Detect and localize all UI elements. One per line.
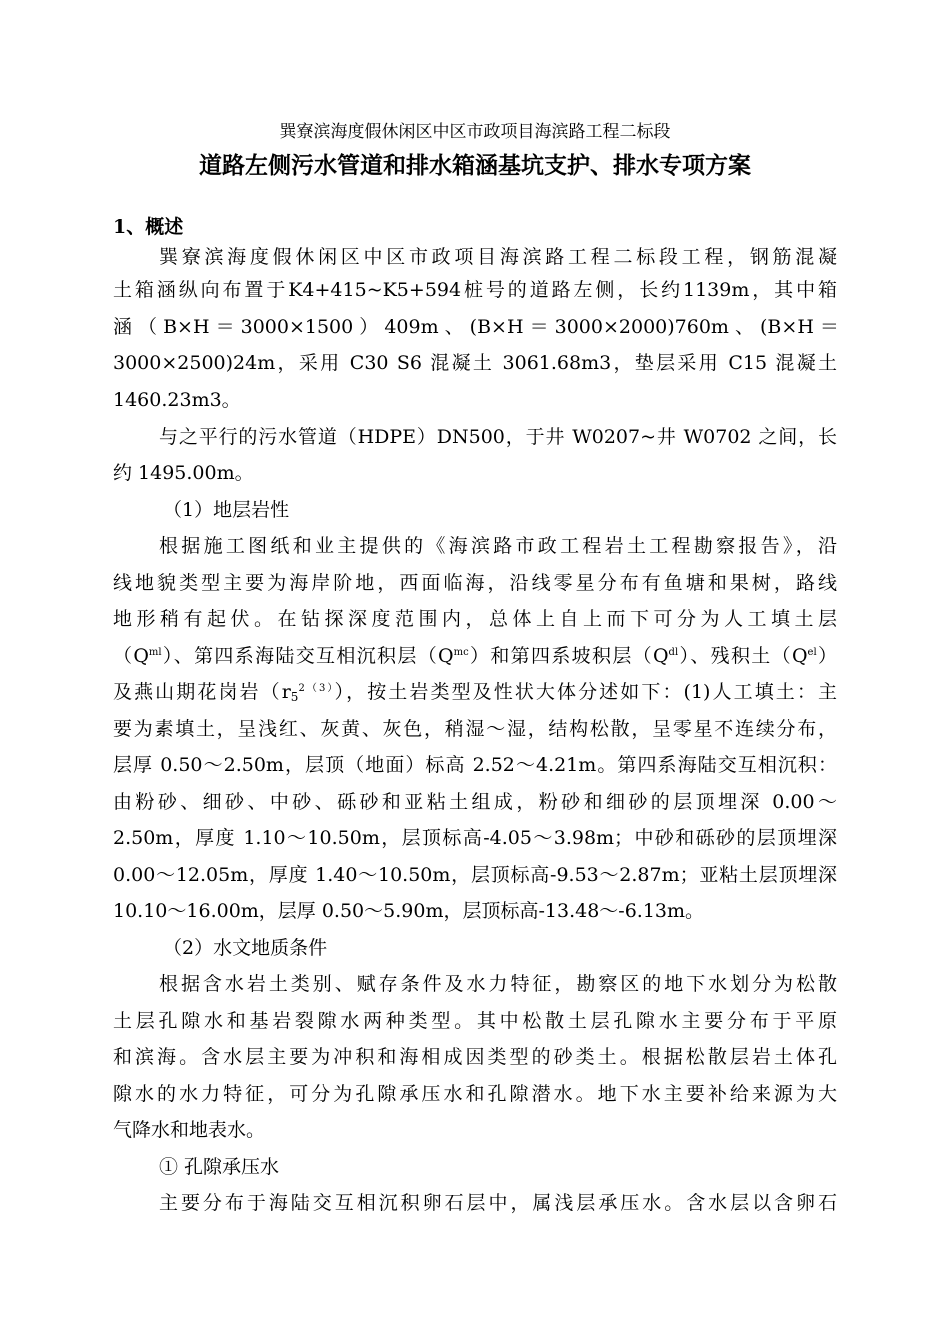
superscript: el (807, 647, 817, 658)
document-title: 道路左侧污水管道和排水箱涵基坑支护、排水专项方案 (199, 152, 751, 179)
paragraph-line: 根据含水岩土类别、赋存条件及水力特征，勘察区的地下水划分为松散 (159, 973, 837, 995)
text-run: ） (816, 645, 837, 667)
subsection-heading-confined-water: ① 孔隙承压水 (159, 1156, 280, 1178)
paragraph-line: 根据施工图纸和业主提供的《海滨路市政工程岩土工程勘察报告》，沿 (159, 535, 837, 557)
text-run: ）和第四系坡积层（Q (468, 645, 669, 667)
paragraph-line: 土层孔隙水和基岩裂隙水两种类型。其中松散土层孔隙水主要分布于平原 (113, 1010, 837, 1032)
paragraph-line-stratum-codes (113, 643, 837, 669)
paragraph-line: 涵 （ B×H ＝ 3000×1500 ） 409m 、 (B×H ＝ 3000×2000)760m 、 (B×H ＝ (113, 316, 839, 338)
paragraph-line-granite (113, 679, 837, 705)
superscript: dl (668, 647, 679, 658)
superscript: 2（3） (298, 683, 335, 694)
paragraph-line: 约 1495.00m。 (113, 462, 254, 484)
paragraph-line: 地形稍有起伏。在钻探深度范围内，总体上自上而下可分为人工填土层 (113, 608, 837, 630)
paragraph-line: 土箱涵纵向布置于K4+415~K5+594桩号的道路左侧，长约1139m，其中箱 (113, 279, 837, 301)
paragraph-line: 与之平行的污水管道（HDPE）DN500，于井 W0207~井 W0702 之间，长 (159, 426, 837, 448)
paragraph-line: 和滨海。含水层主要为冲积和海相成因类型的砂类土。根据松散层岩土体孔 (113, 1046, 837, 1068)
subsection-heading-stratum: （1）地层岩性 (163, 499, 290, 521)
paragraph-line: 0.00～12.05m，厚度 1.40～10.50m，层顶标高-9.53～2.87m；亚粘土层顶埋深 (113, 864, 837, 886)
subscript: 5 (290, 690, 299, 704)
text-run: ）、残积土（Q (678, 645, 808, 667)
paragraph-line: 由粉砂、细砂、中砂、砾砂和亚粘土组成，粉砂和细砂的层顶埋深 0.00～ (113, 791, 837, 813)
paragraph-line: 隙水的水力特征，可分为孔隙承压水和孔隙潜水。地下水主要补给来源为大 (113, 1083, 837, 1105)
paragraph-line: 要为素填土，呈浅红、灰黄、灰色，稍湿～湿，结构松散，呈零星不连续分布， (113, 718, 837, 740)
paragraph-line: 线地貌类型主要为海岸阶地，西面临海，沿线零星分布有鱼塘和果树，路线 (113, 572, 837, 594)
text-run: ）、第四系海陆交互相沉积层（Q (161, 645, 454, 667)
text-run: ），按土岩类型及性状大体分述如下：(1)人工填土：主 (334, 681, 837, 703)
subsection-heading-hydrogeology: （2）水文地质条件 (163, 937, 328, 959)
paragraph-line: 层厚 0.50～2.50m，层顶（地面）标高 2.52～4.21m。第四系海陆交互相沉积： (113, 754, 837, 776)
paragraph-line: 2.50m，厚度 1.10～10.50m，层顶标高-4.05～3.98m；中砂和砾砂的层顶埋深 (113, 827, 837, 849)
paragraph-line: 10.10～16.00m，层厚 0.50～5.90m，层顶标高-13.48～-6.13m。 (113, 900, 705, 922)
paragraph-line: 气降水和地表水。 (113, 1119, 266, 1141)
text-run: 及燕山期花岗岩（r (113, 681, 291, 703)
text-run: （Q (113, 645, 149, 667)
paragraph-line: 1460.23m3。 (113, 389, 241, 411)
paragraph-line: 巽寮滨海度假休闲区中区市政项目海滨路工程二标段工程，钢筋混凝 (159, 246, 837, 268)
paragraph-line: 主要分布于海陆交互相沉积卵石层中，属浅层承压水。含水层以含卵石 (159, 1192, 837, 1214)
paragraph-line: 3000×2500)24m，采用 C30 S6 混凝土 3061.68m3，垫层采用 C15 混凝土 (113, 352, 837, 374)
superscript: ml (148, 647, 162, 658)
document-subtitle: 巽寮滨海度假休闲区中区市政项目海滨路工程二标段 (279, 122, 671, 142)
superscript: mc (453, 647, 469, 658)
section-heading-overview: 1、概述 (113, 216, 184, 238)
